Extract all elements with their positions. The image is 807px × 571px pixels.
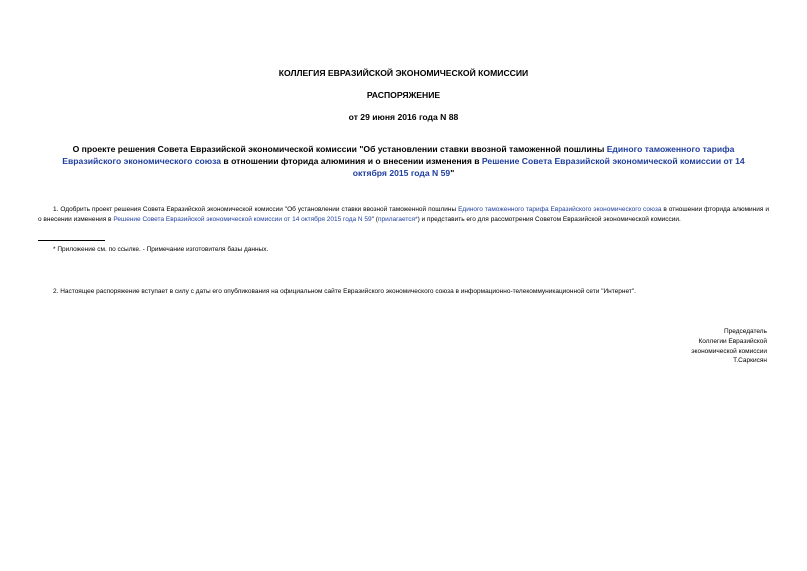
- document-date: от 29 июня 2016 года N 88: [348, 112, 459, 122]
- paragraph-1-text-part3: " (: [371, 215, 378, 223]
- footnote: * Приложение см. по ссылке. - Примечание изготовителя базы данных.: [53, 246, 269, 253]
- title-text-part3: ": [450, 168, 455, 178]
- paragraph-1: [38, 205, 769, 224]
- signature-position-line3: экономической комиссии: [691, 347, 767, 355]
- paragraph-2: 2. Настоящее распоряжение вступает в силу с даты его опубликования на официальном сайте Евразийского экономического союза в информационно-телекоммуникационной сети "Интернет".: [53, 288, 636, 295]
- title-link-council-decision[interactable]: Решение Совета Евразийской экономической комиссии от 14 октября 2015 года N 59: [352, 156, 745, 178]
- paragraph-1-link-attachment[interactable]: прилагается*: [377, 215, 418, 223]
- signature-position-line1: Председатель: [723, 328, 767, 335]
- paragraph-1-link-council-decision[interactable]: Решение Совета Евразийской экономической комиссии от 14 октября 2015 года N 59: [113, 215, 372, 223]
- title-link-customs-tariff[interactable]: Единого таможенного тарифа Евразийского экономического союза: [62, 144, 735, 166]
- document-title: [48, 143, 759, 179]
- title-text-part2: в отношении фторида алюминия и о внесении изменения в: [221, 156, 482, 166]
- signature-name: Т.Саркисян: [733, 357, 767, 365]
- paragraph-1-text-part4: ) и представить его для рассмотрения Советом Евразийской экономической комиссии.: [417, 215, 681, 223]
- signature-position-line2: Коллегии Евразийской: [698, 337, 767, 345]
- paragraph-1-link-customs-tariff[interactable]: Единого таможенного тарифа Евразийского экономического союза: [458, 206, 662, 213]
- organization-heading: КОЛЛЕГИЯ ЕВРАЗИЙСКОЙ ЭКОНОМИЧЕСКОЙ КОМИССИИ: [278, 68, 529, 78]
- footnote-divider: [38, 240, 105, 241]
- document-type-heading: РАСПОРЯЖЕНИЕ: [366, 90, 441, 100]
- title-text-part1: О проекте решения Совета Евразийской экономической комиссии "Об установлении ставки ввозной таможенной пошлины: [72, 144, 607, 154]
- paragraph-1-text-part2: в отношении фторида алюминия и о внесении изменения в: [38, 206, 769, 223]
- signature-block: [691, 327, 767, 366]
- paragraph-1-text-part1: 1. Одобрить проект решения Совета Евразийской экономической комиссии "Об установлении ставки ввозной таможенной пошлины: [53, 206, 459, 213]
